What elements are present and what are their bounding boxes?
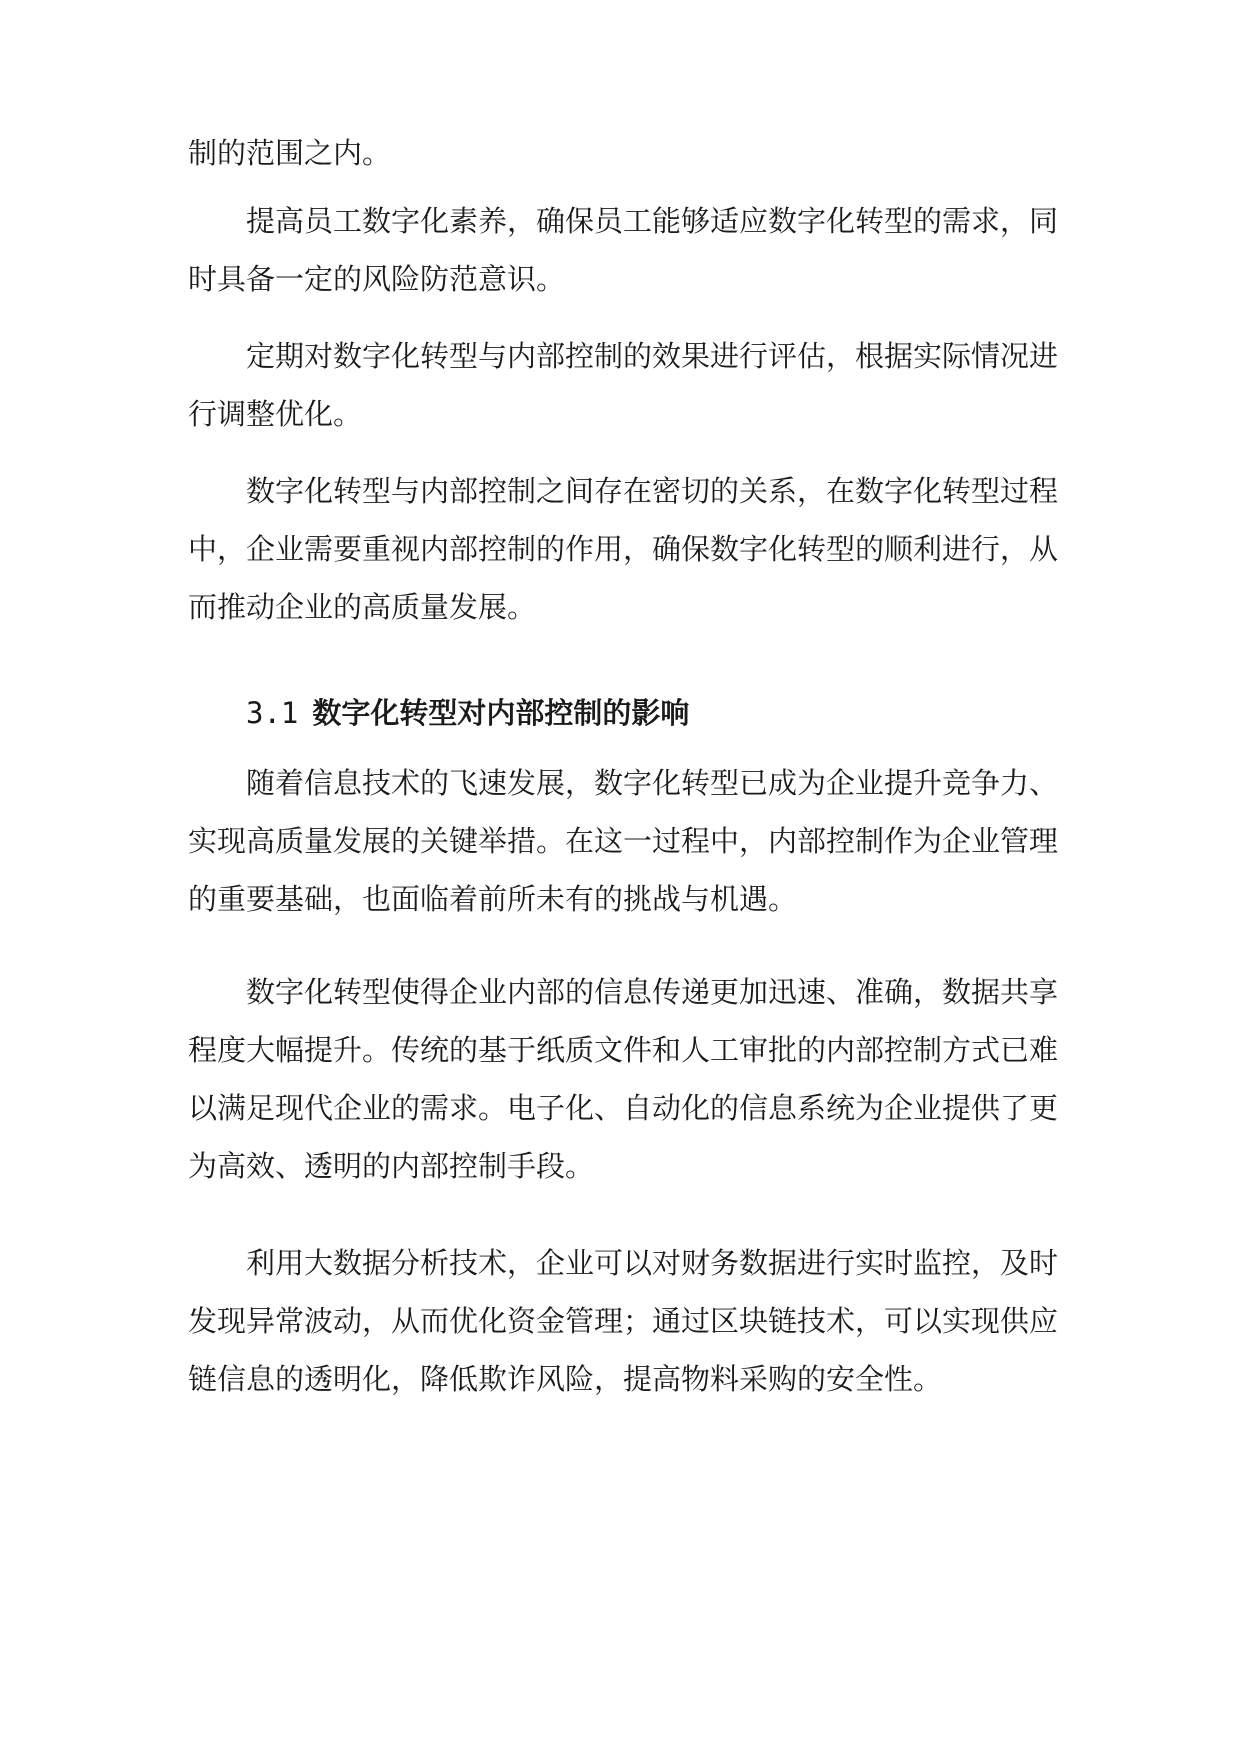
- paragraph-it-development: 随着信息技术的飞速发展，数字化转型已成为企业提升竞争力、实现高质量发展的关键举措。在这一过程中，内部控制作为企业管理的重要基础，也面临着前所未有的挑战与机遇。: [188, 766, 1059, 916]
- section-heading: [246, 684, 1046, 742]
- section-title: 数字化转型对内部控制的影响: [312, 696, 690, 730]
- paragraph-information-transfer: 数字化转型使得企业内部的信息传递更加迅速、准确，数据共享程度大幅提升。传统的基于纸质文件和人工审批的内部控制方式已难以满足现代企业的需求。电子化、自动化的信息系统为企业提供了更为高效、透明的内部控制手段。: [188, 975, 1059, 1183]
- paragraph-periodic-evaluation: 定期对数字化转型与内部控制的效果进行评估，根据实际情况进行调整优化。: [188, 339, 1059, 431]
- section-number: 3.1: [246, 696, 299, 730]
- paragraph-relationship-summary: 数字化转型与内部控制之间存在密切的关系，在数字化转型过程中，企业需要重视内部控制的作用，确保数字化转型的顺利进行，从而推动企业的高质量发展。: [188, 474, 1059, 624]
- paragraph-continuation: 制的范围之内。: [188, 136, 392, 170]
- paragraph-big-data-blockchain: 利用大数据分析技术，企业可以对财务数据进行实时监控，及时发现异常波动，从而优化资金管理；通过区块链技术，可以实现供应链信息的透明化，降低欺诈风险，提高物料采购的安全性。: [188, 1246, 1059, 1396]
- paragraph-digital-literacy: 提高员工数字化素养，确保员工能够适应数字化转型的需求，同时具备一定的风险防范意识。: [188, 204, 1059, 296]
